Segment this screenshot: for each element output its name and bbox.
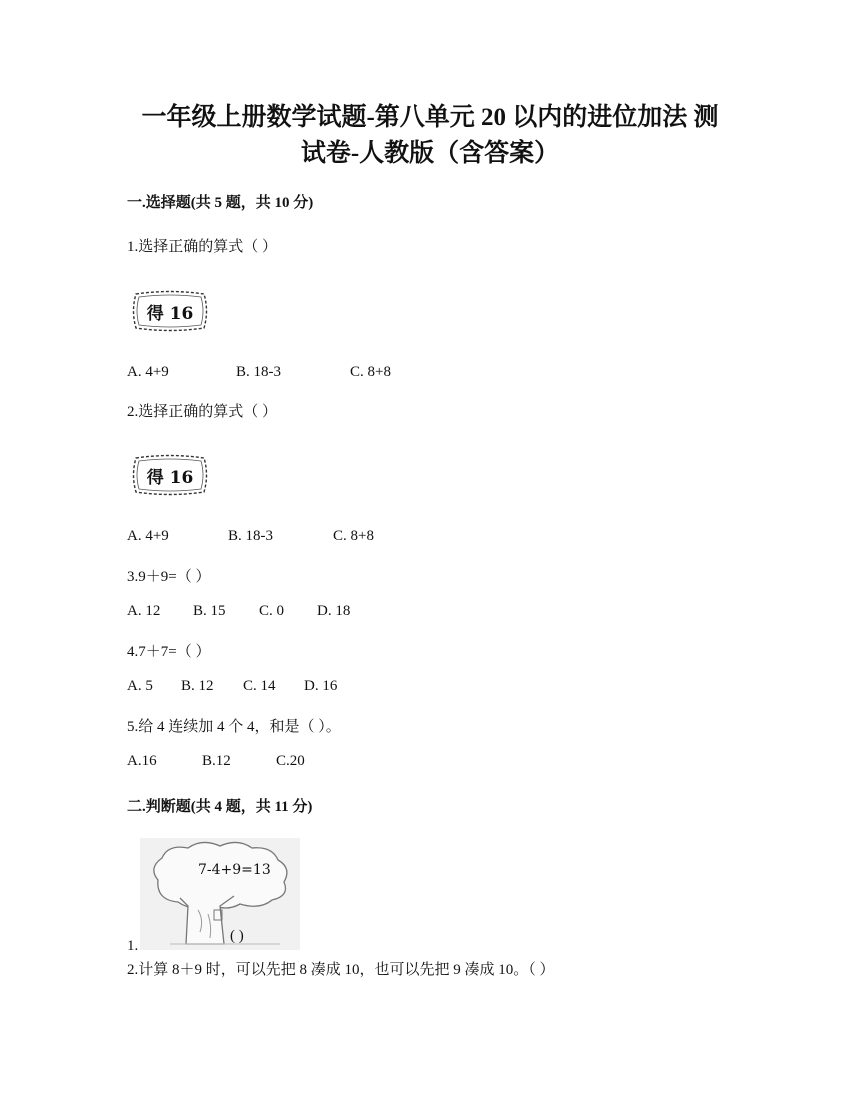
option-c: C. 0 [259,603,285,619]
judgment-2-text: 2.计算 8＋9 时，可以先把 8 凑成 10，也可以先把 9 凑成 10。（ ） [127,962,555,978]
title-line-1: 一年级上册数学试题-第八单元 20 以内的进位加法 测 [141,104,719,131]
question-1-text: 1.选择正确的算式（ ） [127,239,278,255]
option-c: C. 8+8 [350,364,391,380]
option-a: A. 5 [127,678,153,694]
question-5-text: 5.给 4 连续加 4 个 4，和是（ ）。 [127,719,341,735]
option-d: D. 16 [304,678,338,694]
option-c: C. 14 [243,678,276,694]
option-b: B. 12 [181,678,214,694]
option-c: C.20 [276,753,305,769]
option-b: B. 18-3 [228,528,273,544]
question-1-badge-label: 得 16 [146,303,194,324]
option-b: B.12 [202,753,231,769]
question-2-text: 2.选择正确的算式（ ） [127,404,278,420]
page-title [100,100,760,172]
option-c: C. 8+8 [333,528,374,544]
judgment-1-number: 1. [127,938,139,954]
tree-picture [140,838,300,950]
option-a: A.16 [127,753,157,769]
tree-equation: 7-4+9=13 [198,862,271,878]
option-a: A. 4+9 [127,528,169,544]
section-heading-judgment: 二.判断题(共 4 题，共 11 分) [127,799,313,815]
option-b: B. 18-3 [236,364,281,380]
title-line-2: 试卷-人教版（含答案） [300,140,560,167]
question-3-text: 3.9＋9=（ ） [127,569,211,585]
option-b: B. 15 [193,603,226,619]
section-heading-choice: 一.选择题(共 5 题，共 10 分) [127,195,314,211]
option-a: A. 12 [127,603,161,619]
judgment-1-answer-paren: ( ) [230,928,244,944]
question-4-text: 4.7＋7=（ ） [127,644,211,660]
option-d: D. 18 [317,603,351,619]
question-2-badge-image [130,452,210,498]
question-2-badge-label: 得 16 [146,467,194,488]
question-1-badge-image [130,288,210,334]
option-a: A. 4+9 [127,364,169,380]
